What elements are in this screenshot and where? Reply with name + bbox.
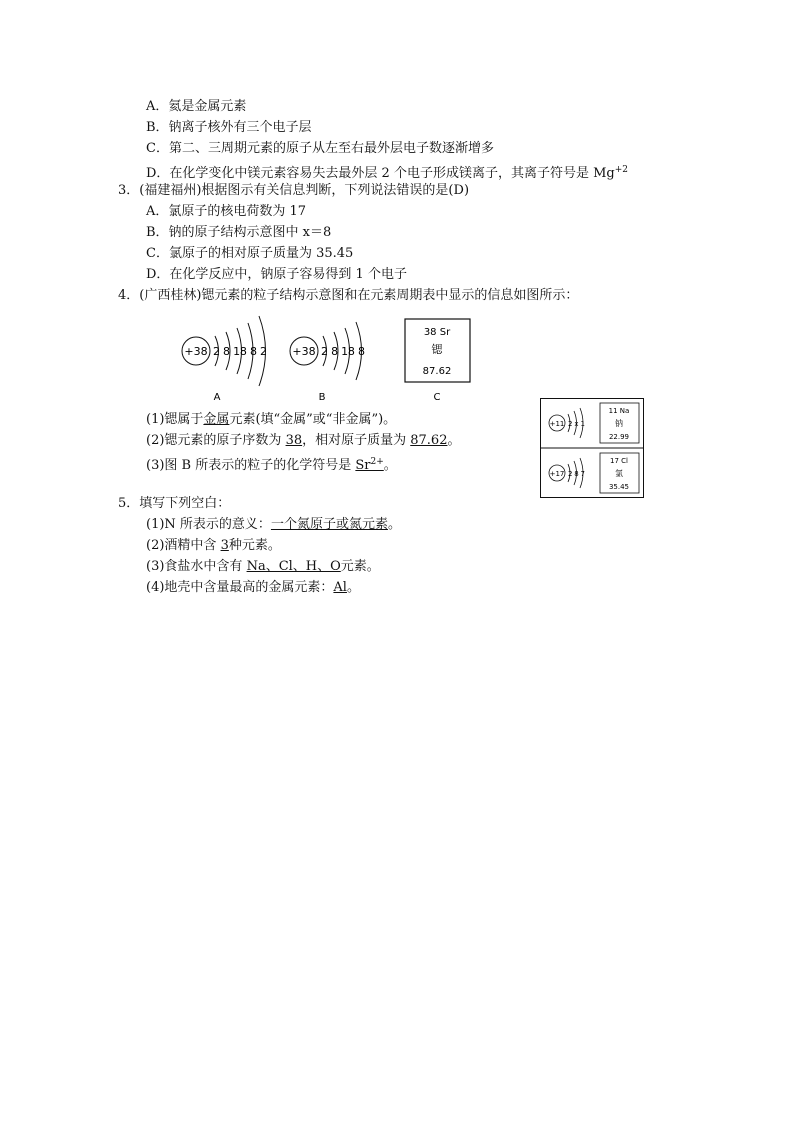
ion-b-nucleus: +38: [292, 345, 316, 358]
q4-sub1: [146, 411, 396, 429]
q5-sub3-prefix: (3)食盐水中含有: [146, 559, 247, 574]
q5-sub4-prefix: (4)地壳中含量最高的金属元素：: [146, 580, 334, 595]
ion-b-shells: 2 8 18 8: [321, 345, 365, 358]
q4-sub2: [146, 432, 460, 450]
na-name: 钠: [615, 419, 623, 428]
q2-option-d: [146, 161, 628, 183]
q4-stem: 4．(广西桂林)锶元素的粒子结构示意图和在元素周期表中显示的信息如图所示：: [118, 288, 579, 303]
q4-sub2-suffix: 。: [447, 433, 461, 448]
q4-sub3-suffix: 。: [383, 458, 397, 473]
q4-sub3-answer-charge: 2+: [370, 457, 384, 467]
atom-a-label: A: [213, 392, 221, 403]
q3-stem: [118, 182, 469, 200]
q4-sub2-answer-mass: 87.62: [410, 433, 448, 448]
q5-sub2: [146, 537, 281, 555]
q4-sub3-answer-symbol: Sr: [355, 458, 371, 473]
q3-answer: D: [453, 183, 464, 198]
q4-sub1-answer: 金属: [203, 412, 230, 427]
q5-sub1-answer: 一个氮原子或氮元素: [270, 517, 388, 532]
chlorine-element-cell: [600, 453, 639, 493]
q5-sub3-suffix: 元素。: [340, 559, 380, 574]
q3-option-b: B．钠的原子结构示意图中 x＝8: [146, 225, 332, 240]
q5-sub3: [146, 558, 380, 576]
q5-sub1: [146, 516, 401, 534]
q5-sub4: [146, 579, 360, 597]
cell-c-mass: 87.62: [422, 366, 452, 377]
chlorine-atom-diagram: [549, 458, 585, 488]
strontium-element-cell: [405, 319, 470, 403]
cl-shells: 2 8 7: [568, 470, 585, 478]
q2-option-c: C．第二、三周期元素的原子从左至右最外层电子数逐渐增多: [146, 141, 494, 156]
q5-sub4-answer: Al: [333, 580, 347, 595]
q3-stem-text: 3．(福建福州)根据图示有关信息判断，下列说法错误的是(: [118, 183, 454, 198]
cl-name: 氯: [615, 469, 623, 478]
q3-option-c: C．氯原子的相对原子质量为 35.45: [146, 246, 354, 261]
strontium-atom-diagram: [182, 316, 267, 403]
q5-sub2-prefix: (2)酒精中含: [146, 538, 221, 553]
atom-a-nucleus: +38: [184, 345, 208, 358]
q4-sub1-suffix: 元素(填“金属”或“非金属”)。: [229, 412, 397, 427]
q2-option-a: A．氦是金属元素: [146, 99, 247, 114]
q3-stem-end: ): [463, 183, 470, 198]
cl-number-symbol: 17 Cl: [610, 457, 628, 465]
atom-a-shells: 2 8 18 8 2: [213, 345, 267, 358]
q5-sub1-prefix: (1)N 所表示的意义：: [146, 517, 271, 532]
cell-c-name: 锶: [431, 343, 443, 356]
q2-option-d-text: D．在化学变化中镁元素容易失去最外层 2 个电子形成镁离子，其离子符号是 Mg: [146, 166, 615, 181]
q4-sub2-prefix: (2)锶元素的原子序数为: [146, 433, 286, 448]
q5-stem: 5．填写下列空白：: [118, 496, 231, 511]
sodium-chlorine-figure: [540, 398, 644, 498]
q5-sub2-suffix: 种元素。: [228, 538, 281, 553]
q5-sub4-suffix: 。: [346, 580, 360, 595]
q2-option-b: B．钠离子核外有三个电子层: [146, 120, 312, 135]
ion-b-label: B: [318, 392, 326, 403]
strontium-figure: [170, 308, 480, 404]
q4-sub3: [146, 453, 397, 475]
strontium-ion-diagram: [290, 322, 365, 403]
na-shells: 2 x 1: [568, 420, 585, 428]
cell-c-label: C: [433, 392, 441, 403]
na-number-symbol: 11 Na: [608, 407, 630, 415]
q4-sub3-answer: [355, 458, 383, 473]
cl-nucleus: +17: [549, 470, 565, 478]
sodium-atom-diagram: [549, 408, 585, 438]
q4-sub2-answer-number: 38: [285, 433, 303, 448]
q3-option-a: A．氯原子的核电荷数为 17: [146, 204, 307, 219]
q5-sub3-answer: Na、Cl、H、O: [246, 559, 341, 574]
cell-c-number-symbol: 38 Sr: [423, 327, 451, 338]
q5-sub2-answer: 3: [220, 538, 229, 553]
na-mass: 22.99: [608, 433, 630, 441]
q3-option-d: D．在化学反应中，钠原子容易得到 1 个电子: [146, 267, 407, 282]
q4-sub2-middle: ，相对原子质量为: [302, 433, 411, 448]
cl-mass: 35.45: [608, 483, 630, 491]
na-nucleus: +11: [549, 420, 565, 428]
sodium-element-cell: [600, 403, 639, 443]
q4-sub3-prefix: (3)图 B 所表示的粒子的化学符号是: [146, 458, 356, 473]
q5-sub1-suffix: 。: [387, 517, 401, 532]
q4-sub1-prefix: (1)锶属于: [146, 412, 204, 427]
q2-option-d-superscript: +2: [614, 165, 629, 175]
